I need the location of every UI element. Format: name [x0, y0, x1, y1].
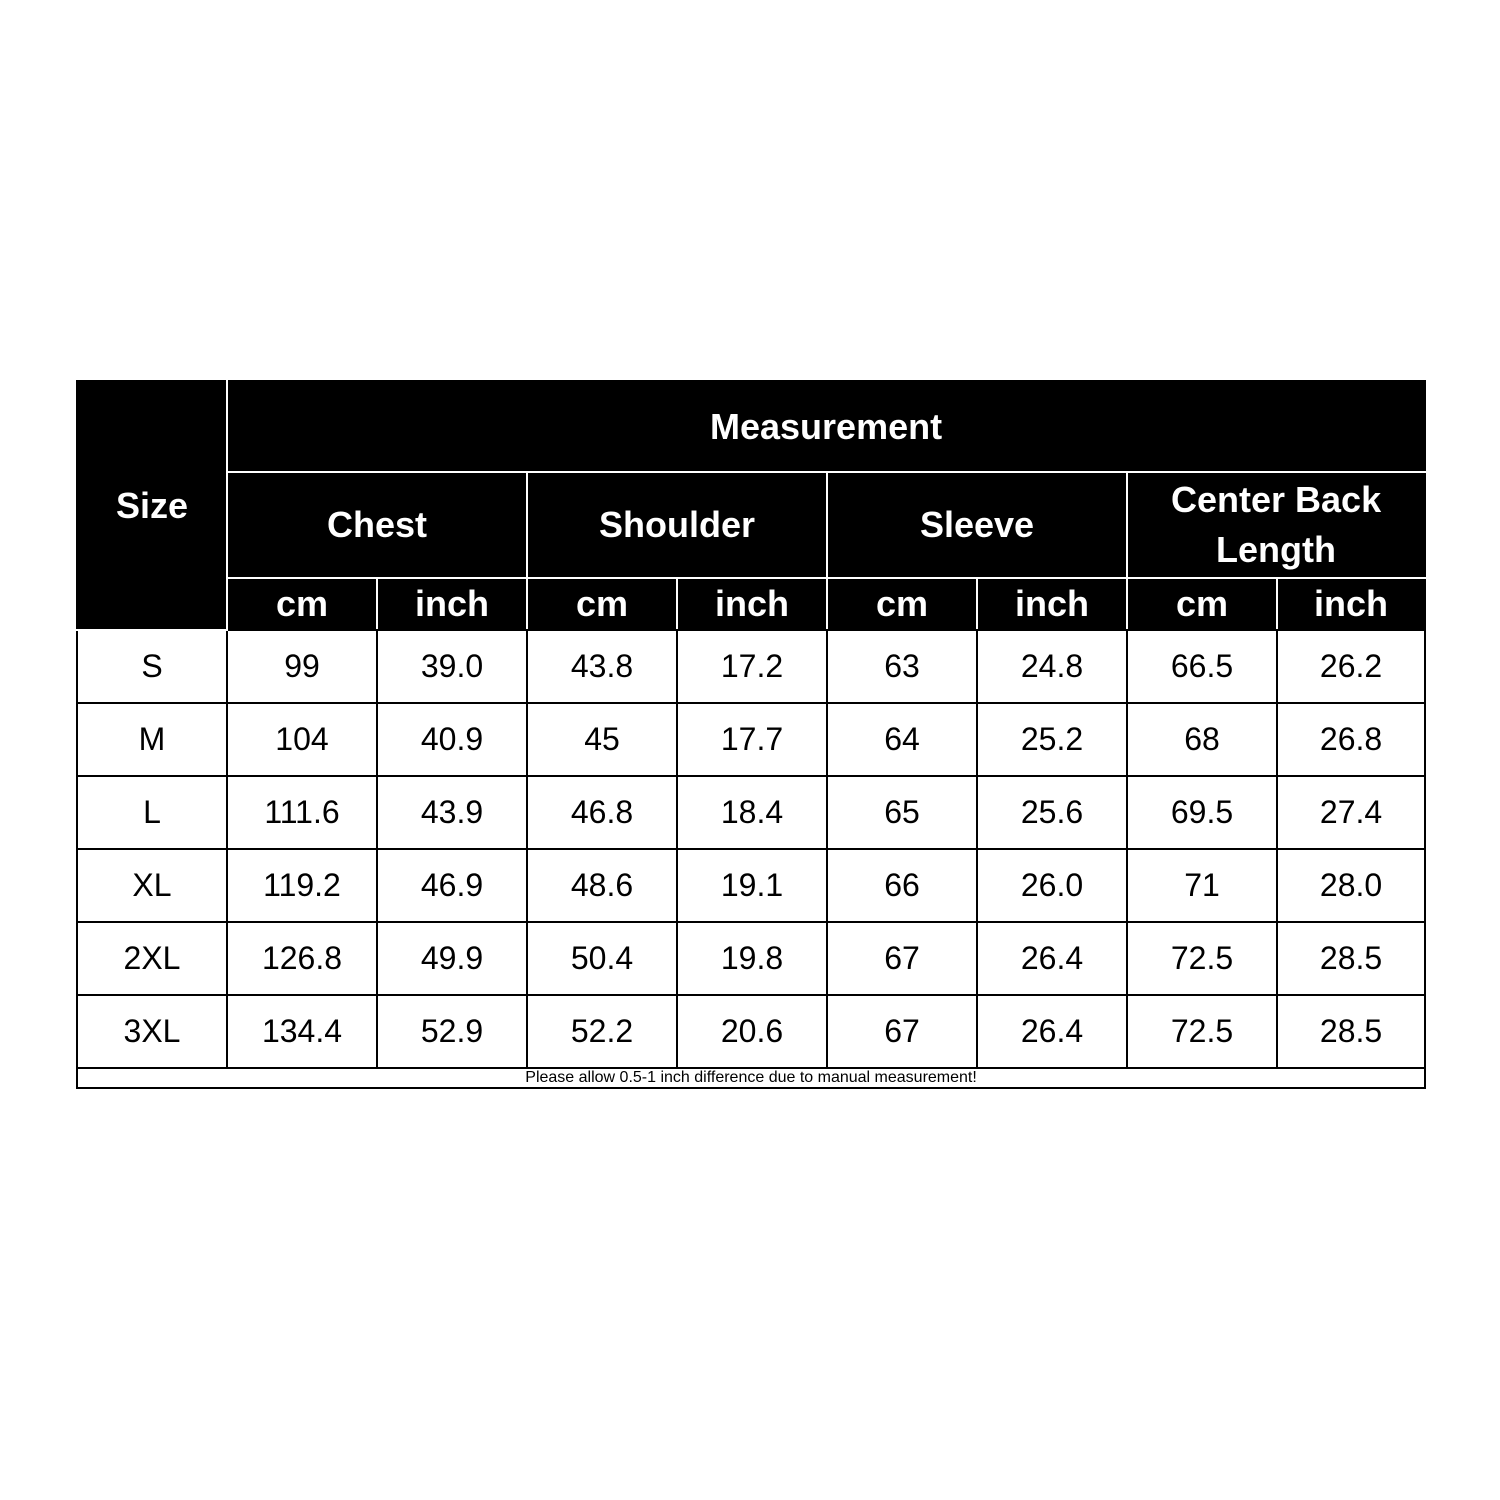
table-row	[77, 849, 1425, 922]
value-cell: 28.5	[1277, 995, 1425, 1068]
value-cell: 119.2	[227, 849, 377, 922]
value-cell: 67	[827, 922, 977, 995]
value-cell: 20.6	[677, 995, 827, 1068]
center-back-length-header: Center Back Length	[1127, 472, 1425, 578]
value-cell: 17.2	[677, 630, 827, 703]
value-cell: 46.9	[377, 849, 527, 922]
value-cell: 66	[827, 849, 977, 922]
unit-header: inch	[377, 578, 527, 630]
value-cell: 19.1	[677, 849, 827, 922]
value-cell: 40.9	[377, 703, 527, 776]
value-cell: 26.0	[977, 849, 1127, 922]
value-cell: 26.8	[1277, 703, 1425, 776]
unit-header: cm	[227, 578, 377, 630]
value-cell: 111.6	[227, 776, 377, 849]
size-cell: 3XL	[77, 995, 227, 1068]
size-cell: 2XL	[77, 922, 227, 995]
table-row	[77, 922, 1425, 995]
value-cell: 19.8	[677, 922, 827, 995]
sleeve-header: Sleeve	[827, 472, 1127, 578]
value-cell: 126.8	[227, 922, 377, 995]
value-cell: 49.9	[377, 922, 527, 995]
value-cell: 72.5	[1127, 922, 1277, 995]
value-cell: 50.4	[527, 922, 677, 995]
measurement-note: Please allow 0.5-1 inch difference due to manual measurement!	[77, 1068, 1425, 1088]
chest-header: Chest	[227, 472, 527, 578]
value-cell: 45	[527, 703, 677, 776]
value-cell: 72.5	[1127, 995, 1277, 1068]
unit-header: inch	[677, 578, 827, 630]
shoulder-header: Shoulder	[527, 472, 827, 578]
value-cell: 64	[827, 703, 977, 776]
value-cell: 48.6	[527, 849, 677, 922]
value-cell: 17.7	[677, 703, 827, 776]
value-cell: 25.6	[977, 776, 1127, 849]
value-cell: 27.4	[1277, 776, 1425, 849]
value-cell: 43.9	[377, 776, 527, 849]
size-header: Size	[77, 381, 227, 630]
value-cell: 18.4	[677, 776, 827, 849]
value-cell: 52.2	[527, 995, 677, 1068]
size-cell: L	[77, 776, 227, 849]
value-cell: 26.4	[977, 922, 1127, 995]
value-cell: 28.0	[1277, 849, 1425, 922]
table-row	[77, 630, 1425, 703]
unit-header: cm	[1127, 578, 1277, 630]
value-cell: 99	[227, 630, 377, 703]
table-row	[77, 703, 1425, 776]
value-cell: 104	[227, 703, 377, 776]
size-cell: S	[77, 630, 227, 703]
value-cell: 39.0	[377, 630, 527, 703]
value-cell: 26.2	[1277, 630, 1425, 703]
size-cell: M	[77, 703, 227, 776]
size-cell: XL	[77, 849, 227, 922]
table-row	[77, 776, 1425, 849]
size-chart-table	[76, 380, 1426, 1089]
unit-header: cm	[527, 578, 677, 630]
unit-header: cm	[827, 578, 977, 630]
unit-header: inch	[977, 578, 1127, 630]
value-cell: 25.2	[977, 703, 1127, 776]
value-cell: 65	[827, 776, 977, 849]
value-cell: 46.8	[527, 776, 677, 849]
table-row	[77, 995, 1425, 1068]
value-cell: 24.8	[977, 630, 1127, 703]
value-cell: 71	[1127, 849, 1277, 922]
value-cell: 52.9	[377, 995, 527, 1068]
unit-header: inch	[1277, 578, 1425, 630]
value-cell: 63	[827, 630, 977, 703]
value-cell: 66.5	[1127, 630, 1277, 703]
measurement-header: Measurement	[227, 381, 1425, 472]
note-row	[77, 1068, 1425, 1088]
value-cell: 69.5	[1127, 776, 1277, 849]
value-cell: 68	[1127, 703, 1277, 776]
value-cell: 26.4	[977, 995, 1127, 1068]
value-cell: 28.5	[1277, 922, 1425, 995]
value-cell: 43.8	[527, 630, 677, 703]
value-cell: 134.4	[227, 995, 377, 1068]
value-cell: 67	[827, 995, 977, 1068]
